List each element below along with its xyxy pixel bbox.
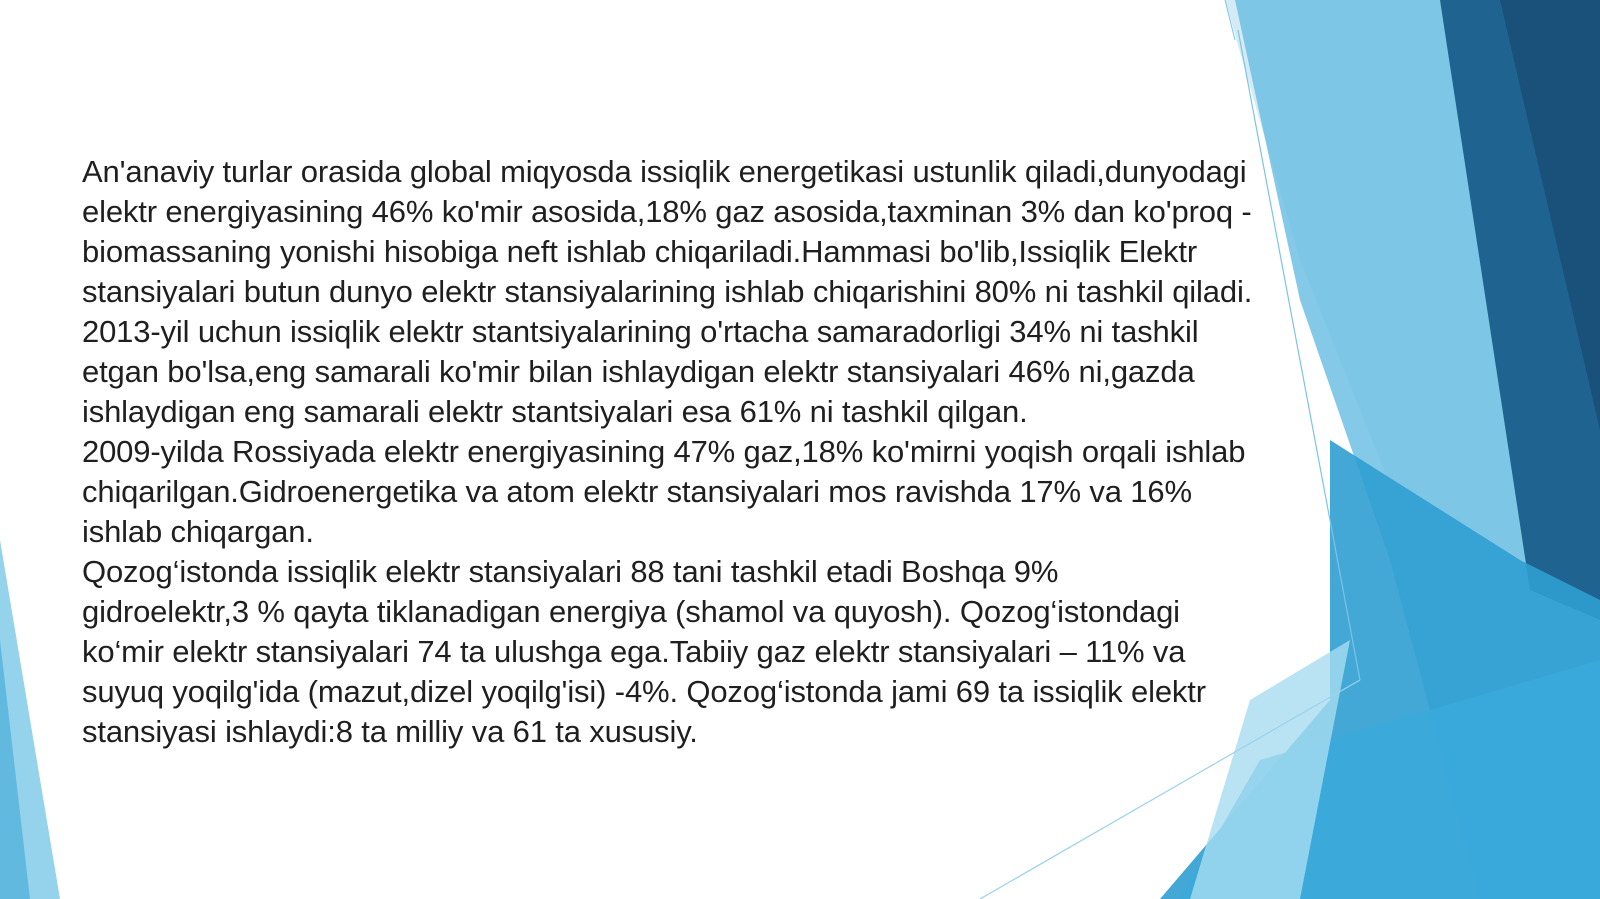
text-line: An'anaviy turlar orasida global miqyosda issiqlik energetikasi ustunlik qiladi,dunyodagi <box>82 154 1247 189</box>
text-line: 2009-yilda Rossiyada elektr energiyasining 47% gaz,18% ko'mirni yoqish orqali ishlab <box>82 434 1246 469</box>
text-line: etgan bo'lsa,eng samarali ko'mir bilan ishlaydigan elektr stansiyalari 46% ni,gazda <box>82 354 1195 389</box>
text-line: chiqarilgan.Gidroenergetika va atom elektr stansiyalari mos ravishda 17% va 16% <box>82 474 1192 509</box>
text-line: ko‘mir elektr stansiyalari 74 ta ulushga ega.Tabiiy gaz elektr stansiyalari – 11% va <box>82 634 1186 669</box>
text-line: biomassaning yonishi hisobiga neft ishlab chiqariladi.Hammasi bo'lib,Issiqlik Elektr <box>82 234 1198 269</box>
text-line: ishlab chiqargan. <box>82 514 314 549</box>
text-line: gidroelektr,3 % qayta tiklanadigan energiya (shamol va quyosh). Qozog‘istondagi <box>82 594 1180 629</box>
text-line: Qozog‘istonda issiqlik elektr stansiyalari 88 tani tashkil etadi Boshqa 9% <box>82 554 1059 589</box>
text-line: ishlaydigan eng samarali elektr stantsiyalari esa 61% ni tashkil qilgan. <box>82 394 1028 429</box>
text-line: stansiyasi ishlaydi:8 ta milliy va 61 ta xususiy. <box>82 714 698 749</box>
text-line: suyuq yoqilg'ida (mazut,dizel yoqilg'isi) -4%. Qozog‘istonda jami 69 ta issiqlik elektr <box>82 674 1206 709</box>
text-line: 2013-yil uchun issiqlik elektr stantsiyalarining o'rtacha samaradorligi 34% ni tashkil <box>82 314 1199 349</box>
text-line: stansiyalari butun dunyo elektr stansiyalarining ishlab chiqarishini 80% ni tashkil qiladi. <box>82 274 1253 309</box>
slide-body-text <box>82 152 1372 752</box>
body-paragraph <box>82 152 1372 752</box>
text-line: elektr energiyasining 46% ko'mir asosida,18% gaz asosida,taxminan 3% dan ko'proq - <box>82 194 1252 229</box>
